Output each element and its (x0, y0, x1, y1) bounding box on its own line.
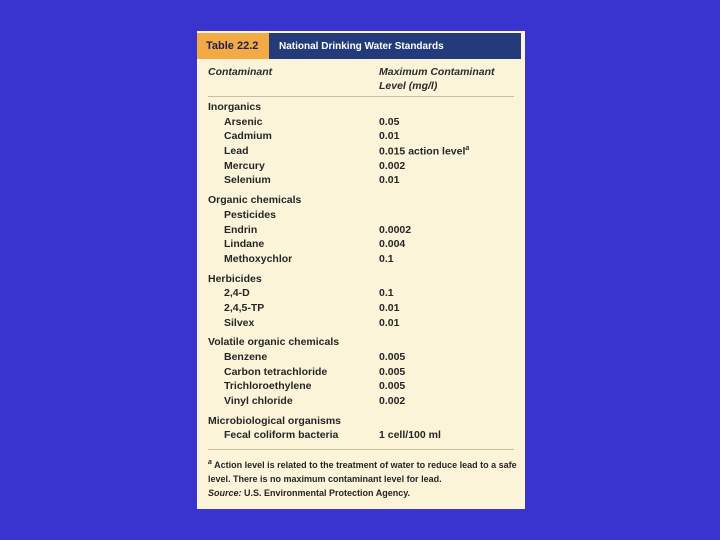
group-heading (197, 336, 525, 351)
max-level-value (379, 395, 405, 407)
footnote-reference: a (465, 145, 470, 153)
column-header-max-level-line1: Maximum Contaminant (379, 66, 495, 78)
max-level-value (379, 238, 405, 250)
contaminant-name: Lead (224, 145, 249, 158)
group-heading (197, 415, 525, 430)
max-level-value (379, 366, 405, 378)
source-label: Source: (208, 488, 242, 498)
max-level-value (379, 302, 399, 314)
max-level-text: 0.002 (379, 395, 406, 408)
max-level-value (379, 160, 405, 172)
header-divider (208, 96, 514, 97)
max-level-value (379, 145, 469, 158)
group-heading (197, 273, 525, 288)
table-row (197, 116, 525, 131)
max-level-text: 0.1 (379, 252, 394, 265)
contaminant-name: Benzene (224, 351, 268, 363)
table-row (197, 145, 525, 160)
table-row (197, 224, 525, 239)
max-level-text: 0.05 (379, 115, 400, 128)
contaminant-name: Cadmium (224, 130, 272, 143)
max-level-value (379, 224, 411, 236)
max-level-text: 0.01 (379, 316, 400, 329)
table-row (197, 380, 525, 395)
max-level-value (379, 287, 394, 299)
max-level-text: 0.015 action level (379, 145, 466, 158)
group-heading (197, 101, 525, 116)
table-row (197, 160, 525, 175)
max-level-value (379, 317, 399, 329)
max-level-value (379, 116, 399, 128)
max-level-value (379, 380, 405, 392)
table-row (197, 287, 525, 302)
contaminant-name: Mercury (224, 159, 265, 172)
contaminant-name: Fecal coliform bacteria (224, 429, 339, 442)
table-row (197, 366, 525, 381)
table-number: Table 22.2 (197, 33, 269, 59)
max-level-text: 0.1 (379, 287, 394, 300)
group-heading-label: Organic chemicals (208, 194, 302, 207)
table-row (197, 351, 525, 366)
contaminant-name: Trichloroethylene (224, 380, 312, 393)
max-level-text: 0.005 (379, 380, 406, 393)
max-level-text: 1 cell/100 ml (379, 429, 441, 442)
contaminant-name: Methoxychlor (224, 252, 293, 265)
contaminant-name: Arsenic (224, 115, 263, 128)
contaminant-name: Endrin (224, 223, 258, 236)
max-level-text: 0.01 (379, 130, 400, 143)
table-title: National Drinking Water Standards (269, 33, 521, 59)
group-heading-label: Inorganics (208, 101, 262, 113)
max-level-text: 0.005 (379, 365, 406, 378)
contaminant-name: Pesticides (224, 208, 276, 221)
table-row (197, 130, 525, 145)
source-text: U.S. Environmental Protection Agency. (244, 488, 411, 498)
table-row (197, 395, 525, 410)
max-level-text: 0.005 (379, 351, 406, 363)
contaminant-name: 2,4,5-TP (224, 301, 265, 314)
max-level-text: 0.01 (379, 174, 400, 187)
max-level-value (379, 253, 394, 265)
group-heading-label: Microbiological organisms (208, 414, 342, 427)
max-level-value (379, 174, 399, 186)
table-row (197, 238, 525, 253)
max-level-text: 0.01 (379, 301, 400, 314)
footer-divider (208, 449, 514, 450)
group-heading-label: Herbicides (208, 272, 262, 285)
max-level-text: 0.002 (379, 159, 406, 172)
group-heading-label: Volatile organic chemicals (208, 336, 340, 349)
contaminant-name: Selenium (224, 174, 271, 187)
column-header-max-level (379, 65, 519, 93)
max-level-text: 0.004 (379, 238, 406, 251)
table-row (197, 429, 525, 444)
contaminant-name: Carbon tetrachloride (224, 365, 328, 378)
table-body (197, 101, 525, 444)
table-footnote (208, 456, 520, 500)
table-header (197, 33, 521, 59)
standards-table-card (197, 31, 525, 509)
group-heading (197, 194, 525, 209)
contaminant-name: Silvex (224, 316, 255, 329)
footnote-text: Action level is related to the treatment of water to reduce lead to a safe level. There is no maximum contaminant level for lead. (208, 460, 517, 484)
max-level-text: 0.0002 (379, 223, 412, 236)
contaminant-name: Vinyl chloride (224, 395, 293, 408)
table-row (197, 253, 525, 268)
table-row (197, 317, 525, 332)
table-row (197, 302, 525, 317)
column-header-max-level-line2: Level (mg/l) (379, 80, 438, 92)
table-row (197, 174, 525, 189)
contaminant-name: 2,4-D (224, 287, 250, 300)
column-header-contaminant: Contaminant (208, 66, 273, 78)
footnote-mark: a (208, 459, 212, 466)
table-row (197, 209, 525, 224)
max-level-value (379, 130, 399, 142)
contaminant-name: Lindane (224, 238, 265, 251)
max-level-value (379, 429, 441, 441)
max-level-value (379, 351, 405, 363)
